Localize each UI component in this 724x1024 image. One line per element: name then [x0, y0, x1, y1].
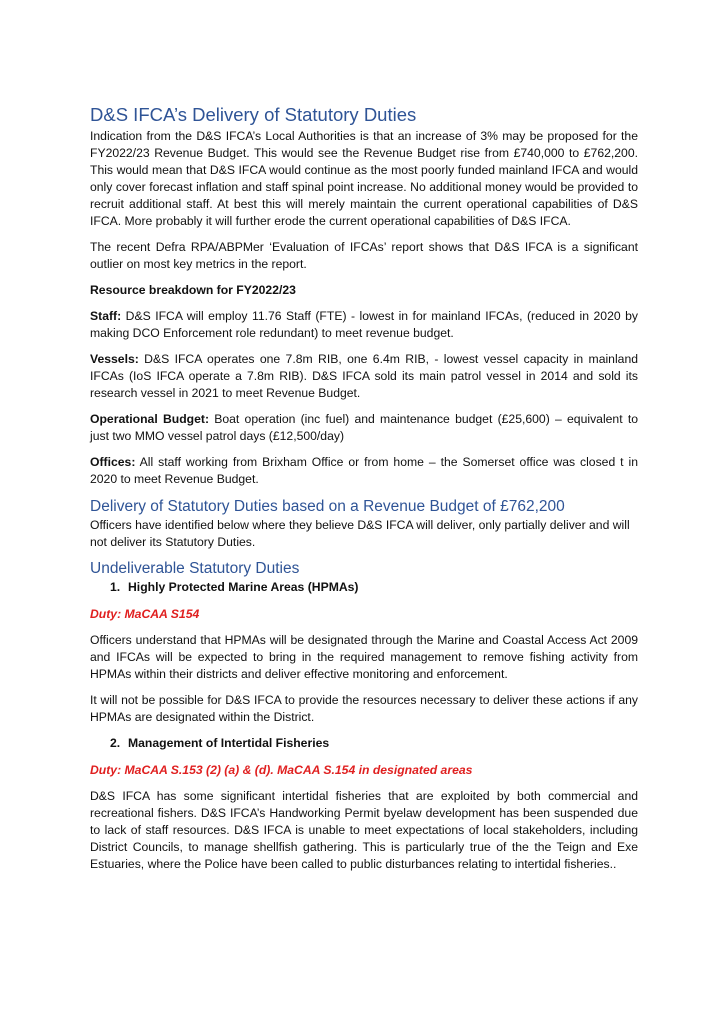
page-title: D&S IFCA’s Delivery of Statutory Duties [90, 104, 417, 125]
hpma-paragraph-1: Officers understand that HPMAs will be designated through the Marine and Coastal Access Act 2009 and IFCAs will be expected to bring in the required management to remove fishing activity from HPMAs within their districts and deliver effective monitoring and enforcement. [90, 633, 638, 681]
staff-label: Staff: [90, 309, 122, 323]
offices-paragraph [90, 454, 638, 488]
vessels-label: Vessels: [90, 352, 139, 366]
intro-paragraph: Indication from the D&S IFCA’s Local Authorities is that an increase of 3% may be proposed for the FY2022/23 Revenue Budget. This would see the Revenue Budget rise from £740,000 to £762,200. This would mean that D&S IFCA would continue as the most poorly funded mainland IFCA and would only cover forecast inflation and staff spinal point increase. No additional money would be provided to recruit additional staff. At best this will merely maintain the current operational capabilities of D&S IFCA. More probably it will further erode the current operational capabilities of D&S IFCA. [90, 129, 638, 228]
vessels-paragraph [90, 351, 638, 402]
staff-paragraph [90, 308, 638, 342]
delivery-heading: Delivery of Statutory Duties based on a Revenue Budget of £762,200 [90, 498, 565, 515]
resource-heading: Resource breakdown for FY2022/23 [90, 283, 296, 297]
list-number: 2. [110, 736, 121, 750]
intertidal-paragraph: D&S IFCA has some significant intertidal fisheries that are exploited by both commercial and recreational fishers. D&S IFCA’s Handworking Permit byelaw development has been suspended due to lack of staff resources. D&S IFCA is unable to meet expectations of local stakeholders, including District Councils, to manage shellfish gathering. This is particularly true of the the Teign and Exe Estuaries, where the Police have been called to public disturbances relating to intertidal fisheries.. [90, 789, 638, 871]
list-item-hpmas [110, 579, 638, 596]
vessels-text: D&S IFCA operates one 7.8m RIB, one 6.4m RIB, - lowest vessel capacity in mainland IFCAs (IoS IFCA operate a 7.8m RIB). D&S IFCA sold its main patrol vessel in 2014 and sold its research vessel in 2021 to meet Revenue Budget. [90, 352, 638, 400]
defra-paragraph: The recent Defra RPA/ABPMer ‘Evaluation of IFCAs’ report shows that D&S IFCA is a significant outlier on most key metrics in the report. [90, 240, 638, 271]
operational-label: Operational Budget: [90, 412, 209, 426]
operational-paragraph [90, 411, 638, 445]
delivery-paragraph: Officers have identified below where they believe D&S IFCA will deliver, only partially deliver and will not deliver its Statutory Duties. [90, 518, 630, 549]
offices-text: All staff working from Brixham Office or from home – the Somerset office was closed t in 2020 to meet Revenue Budget. [90, 455, 638, 486]
document-page [90, 104, 638, 882]
offices-label: Offices: [90, 455, 136, 469]
list-item-title: Highly Protected Marine Areas (HPMAs) [128, 580, 359, 594]
list-item-intertidal [110, 735, 638, 752]
list-item-title: Management of Intertidal Fisheries [128, 736, 330, 750]
undeliverable-heading: Undeliverable Statutory Duties [90, 560, 300, 577]
staff-text: D&S IFCA will employ 11.76 Staff (FTE) - lowest in for mainland IFCAs, (reduced in 2020 by making DCO Enforcement role redundant) to meet revenue budget. [90, 309, 638, 340]
hpma-paragraph-2: It will not be possible for D&S IFCA to provide the resources necessary to deliver these actions if any HPMAs are designated within the District. [90, 693, 638, 724]
duty-reference: Duty: MaCAA S.153 (2) (a) & (d). MaCAA S.154 in designated areas [90, 763, 473, 777]
list-number: 1. [110, 580, 121, 594]
operational-text: Boat operation (inc fuel) and maintenance budget (£25,600) – equivalent to just two MMO vessel patrol days (£12,500/day) [90, 412, 638, 443]
duty-reference: Duty: MaCAA S154 [90, 607, 200, 621]
